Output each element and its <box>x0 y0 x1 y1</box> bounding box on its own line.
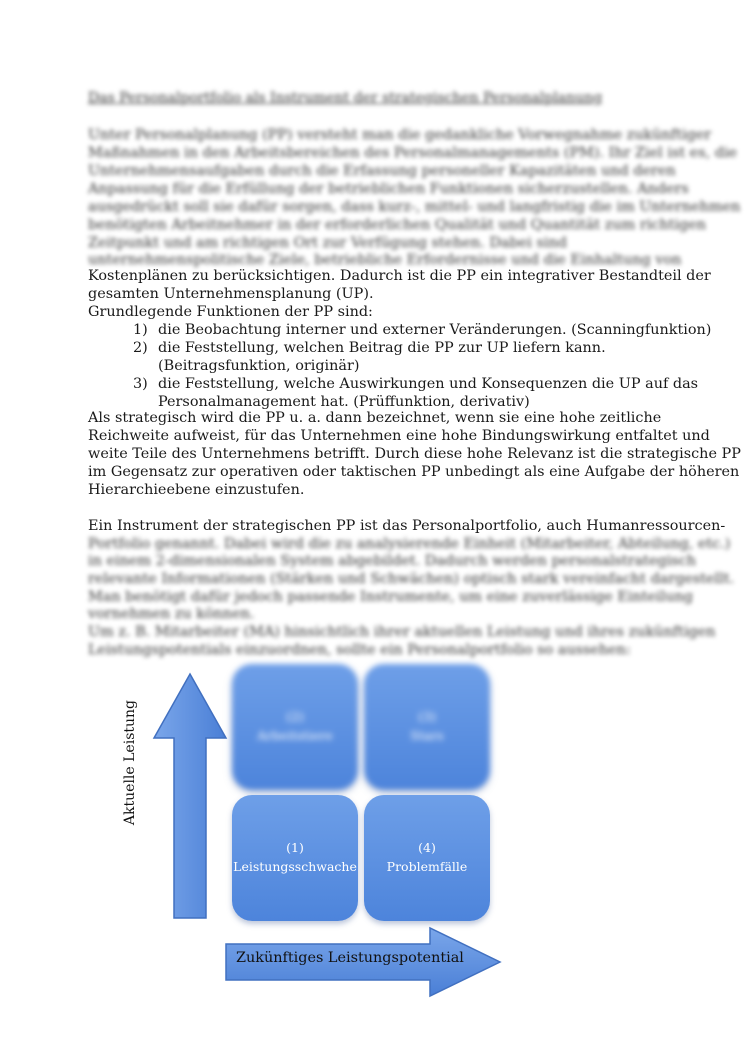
list-item: die Beobachtung interner und externer Veränderungen. (Scanningfunktion) <box>158 322 712 338</box>
quadrant-label: Leistungsschwache <box>233 859 357 874</box>
quadrant-box-2 <box>232 664 358 790</box>
list-item: die Feststellung, welche Auswirkungen und Konsequenzen die UP auf das <box>158 376 699 392</box>
body-line: weite Teile des Unternehmens betrifft. Durch diese hohe Relevanz ist die strategische PP <box>88 446 741 462</box>
body-line: Hierarchieebene einzustufen. <box>88 482 305 498</box>
list-number: 3) <box>133 376 148 392</box>
body-line: Ein Instrument der strategischen PP ist das Personalportfolio, auch Humanressourcen- <box>88 518 726 534</box>
intro-line: unternehmenspolitische Ziele, betriebliche Erfordernisse und die Einhaltung von <box>88 252 682 268</box>
body-line: Man benötigt dafür jedoch passende Instrumente, um eine zuverlässige Einteilung <box>88 589 693 605</box>
intro-line: Unter Personalplanung (PP) versteht man die gedankliche Vorwegnahme zukünftiger <box>88 127 712 143</box>
intro-line: Anpassung für die Erfüllung der betrieblichen Funktionen sicherzustellen. Anders <box>88 181 689 197</box>
body-line: Portfolio genannt. Dabei wird die zu analysierende Einheit (Mitarbeiter, Abteilung, etc.) <box>88 536 731 552</box>
body-line: im Gegensatz zur operativen oder taktischen PP unbedingt als eine Aufgabe der höheren <box>88 464 740 480</box>
quadrant-number: (2) <box>286 709 304 724</box>
quadrant-number: (3) <box>418 709 436 724</box>
list-number: 2) <box>133 340 148 356</box>
body-line: vornehmen zu können. <box>88 606 255 622</box>
functions-heading: Grundlegende Funktionen der PP sind: <box>88 304 373 320</box>
y-axis-label: Aktuelle Leistung <box>122 700 138 826</box>
quadrant-label: Problemfälle <box>386 859 468 874</box>
intro-line: Zeitpunkt und am richtigen Ort zur Verfügung stehen. Dabei sind <box>88 235 567 251</box>
document-title: Das Personalportfolio als Instrument der strategischen Personalplanung <box>88 90 603 106</box>
quadrant-number: (4) <box>418 840 436 855</box>
quadrant-number: (1) <box>286 840 304 855</box>
body-line: Reichweite aufweist, für das Unternehmen eine hohe Bindungswirkung entfaltet und <box>88 428 710 444</box>
list-item-continuation: (Beitragsfunktion, originär) <box>158 358 360 374</box>
body-line: Als strategisch wird die PP u. a. dann bezeichnet, wenn sie eine hohe zeitliche <box>88 410 662 426</box>
intro-line: Unternehmensaufgaben durch die Erfassung personeller Kapazitäten und deren <box>88 163 676 179</box>
intro-line: ausgedrückt soll sie dafür sorgen, dass kurz-, mittel- und langfristig die im Unternehmen <box>88 199 741 215</box>
quadrant-label: Stars <box>410 728 444 743</box>
intro-line: gesamten Unternehmensplanung (UP). <box>88 286 374 302</box>
intro-line: benötigten Arbeitnehmer in der erforderlichen Qualität und Quantität zum richtigen <box>88 217 707 233</box>
quadrant-box-4 <box>364 795 490 921</box>
quadrant-box-1 <box>232 795 358 921</box>
quadrant-label: Arbeitstiere <box>257 728 333 743</box>
body-line: in einem 2-dimensionalen System abgebildet. Dadurch werden personalstrategisch <box>88 553 697 569</box>
x-axis-label: Zukünftiges Leistungspotential <box>236 950 464 966</box>
intro-line: Maßnahmen in den Arbeitsbereichen des Personalmanagements (PM). Ihr Ziel ist es, die <box>88 145 738 161</box>
body-line: Um z. B. Mitarbeiter (MA) hinsichtlich ihrer aktuellen Leistung und ihres zukünftigen <box>88 624 716 640</box>
list-number: 1) <box>133 322 148 338</box>
list-item: die Feststellung, welchen Beitrag die PP zur UP liefern kann. <box>158 340 606 356</box>
intro-line: Kostenplänen zu berücksichtigen. Dadurch ist die PP ein integrativer Bestandteil der <box>88 268 711 284</box>
list-item-continuation: Personalmanagement hat. (Prüffunktion, derivativ) <box>158 394 530 410</box>
body-line: Leistungspotentials einzuordnen, sollte ein Personalportfolio so aussehen: <box>88 642 631 658</box>
vertical-arrow <box>150 672 230 922</box>
quadrant-box-3 <box>364 664 490 790</box>
body-line: relevante Informationen (Stärken und Schwächen) optisch stark vereinfacht dargestellt. <box>88 571 735 587</box>
